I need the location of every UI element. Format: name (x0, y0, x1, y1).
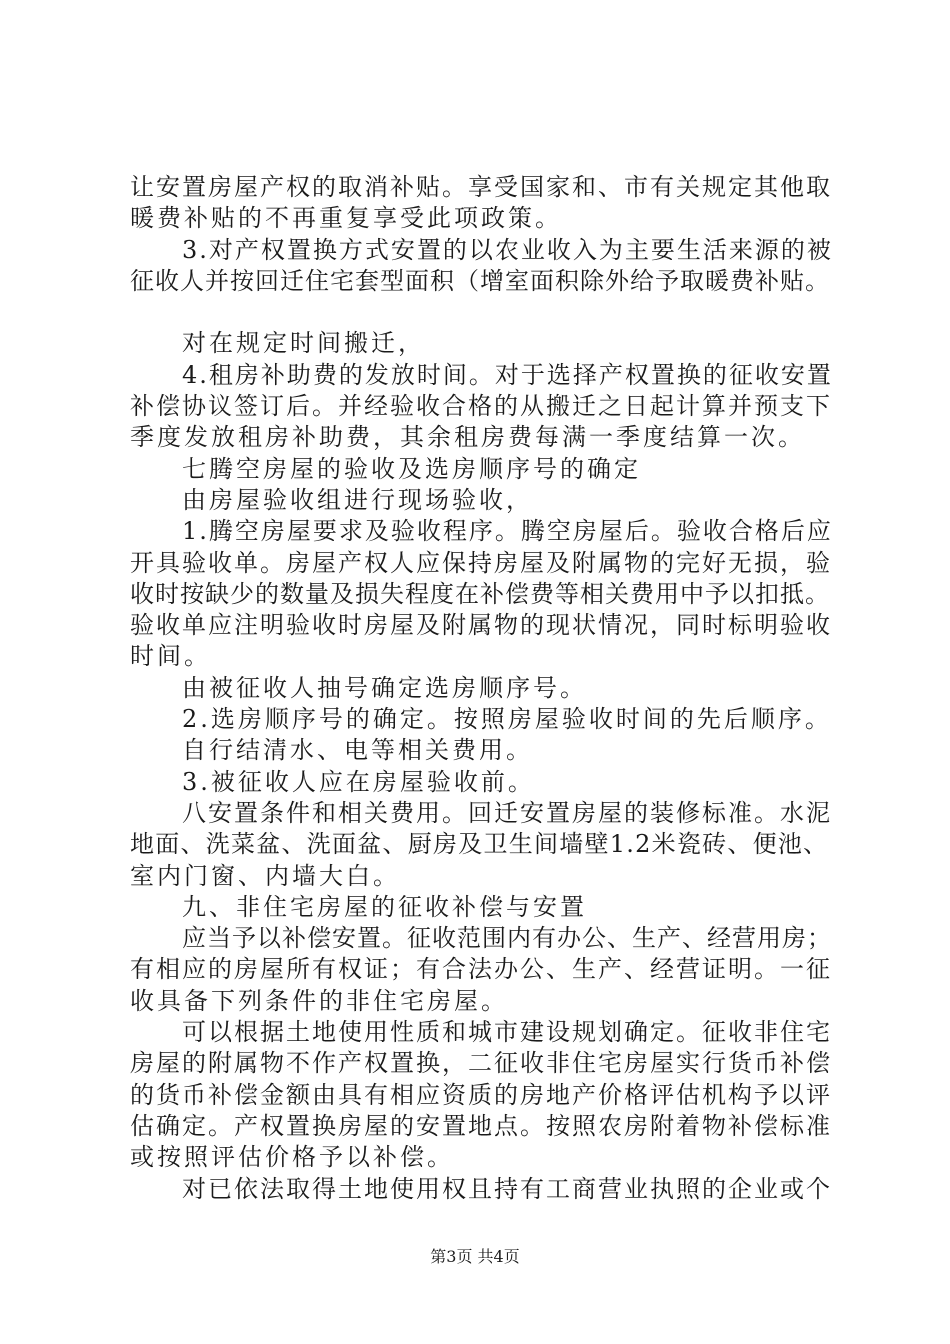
text-line: 有相应的房屋所有权证；有合法办公、生产、经营证明。一征 (130, 955, 832, 984)
text-line: 4.租房补助费的发放时间。对于选择产权置换的征收安置 (182, 360, 833, 389)
text-line: 房屋的附属物不作产权置换，二征收非住宅房屋实行货币补偿 (130, 1049, 832, 1078)
blank-line (130, 297, 835, 328)
text-line: 对已依法取得土地使用权且持有工商营业执照的企业或个 (182, 1174, 832, 1203)
text-line: 自行结清水、电等相关费用。 (182, 736, 533, 765)
text-line: 地面、洗菜盆、洗面盆、厨房及卫生间墙壁1.2米瓷砖、便池、 (130, 830, 829, 859)
text-line: 对在规定时间搬迁， (182, 329, 425, 358)
text-line: 验收单应注明验收时房屋及附属物的现状情况，同时标明验收 (130, 611, 832, 640)
text-line: 征收人并按回迁住宅套型面积（增室面积除外给予取暖费补贴。 (130, 266, 830, 295)
text-line: 七腾空房屋的验收及选房顺序号的确定 (182, 454, 641, 483)
text-line: 时间。 (130, 642, 211, 671)
text-line: 由被征收人抽号确定选房顺序号。 (182, 673, 587, 702)
text-line: 可以根据土地使用性质和城市建设规划确定。征收非住宅 (182, 1018, 832, 1047)
page-footer: 第3页 共4页 (430, 1247, 520, 1266)
text-line: 的货币补偿金额由具有相应资质的房地产价格评估机构予以评 (130, 1080, 832, 1109)
text-line: 九、非住宅房屋的征收补偿与安置 (182, 892, 587, 921)
text-line: 让安置房屋产权的取消补贴。享受国家和、市有关规定其他取 (130, 173, 832, 201)
text-line: 由房屋验收组进行现场验收， (182, 485, 533, 514)
text-line: 季度发放租房补助费，其余租房费每满一季度结算一次。 (130, 423, 805, 452)
text-line: 1.腾空房屋要求及验收程序。腾空房屋后。验收合格后应 (182, 517, 833, 546)
text-line: 收具备下列条件的非住宅房屋。 (130, 986, 508, 1015)
text-line: 补偿协议签订后。并经验收合格的从搬迁之日起计算并预支下 (130, 392, 832, 421)
text-line: 或按照评估价格予以补偿。 (130, 1143, 454, 1172)
text-line: 收时按缺少的数量及损失程度在补偿费等相关费用中予以扣抵。 (130, 579, 830, 608)
text-line: 开具验收单。房屋产权人应保持房屋及附属物的完好无损，验 (130, 548, 832, 577)
text-line: 2.选房顺序号的确定。按照房屋验收时间的先后顺序。 (182, 705, 832, 734)
text-line: 应当予以补偿安置。征收范围内有办公、生产、经营用房； (182, 924, 832, 953)
text-line: 八安置条件和相关费用。回迁安置房屋的装修标准。水泥 (182, 798, 832, 827)
text-line: 估确定。产权置换房屋的安置地点。按照农房附着物补偿标准 (130, 1111, 832, 1140)
document-body (130, 172, 835, 1205)
text-line: 3.被征收人应在房屋验收前。 (182, 767, 535, 796)
text-line: 3.对产权置换方式安置的以农业收入为主要生活来源的被 (182, 235, 833, 264)
text-line: 暖费补贴的不再重复享受此项政策。 (130, 204, 562, 233)
text-line: 室内门窗、内墙大白。 (130, 861, 400, 890)
